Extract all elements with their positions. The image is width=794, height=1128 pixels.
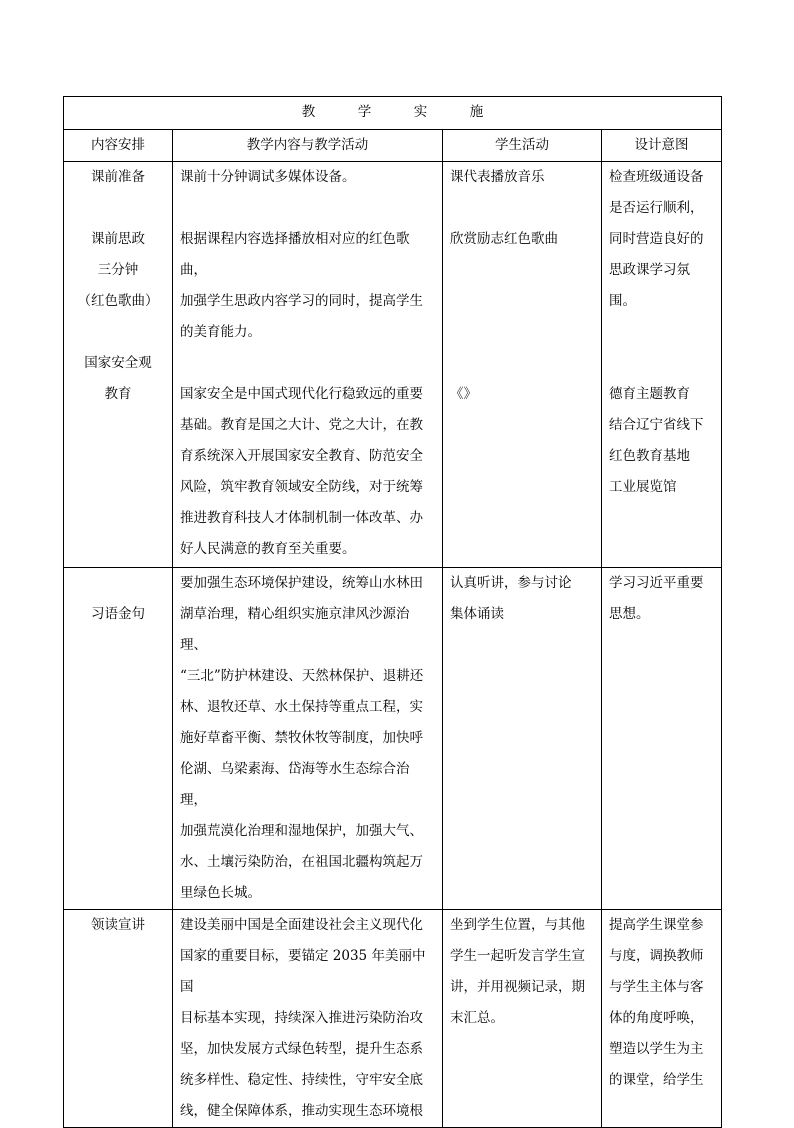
arrangement-sz-line: 课前思政 bbox=[91, 231, 145, 247]
student-line: 认真听讲，参与讨论 bbox=[450, 575, 572, 591]
intent-line: 思想。 bbox=[609, 606, 650, 622]
arrangement-quotes: 习语金句 bbox=[91, 606, 145, 622]
content-line: 根据课程内容选择播放相对应的红色歌曲， bbox=[180, 231, 410, 278]
content-line: 林、退牧还草、水土保持等重点工程，实 bbox=[180, 699, 423, 715]
student-line: 末汇总。 bbox=[450, 1010, 504, 1026]
content-line: 推进教育科技人才体制机制一体改革、办 bbox=[180, 510, 423, 526]
content-line: 湖草治理，精心组织实施京津风沙源治理、 bbox=[180, 606, 410, 653]
arrangement-ns-line: 教育 bbox=[104, 386, 132, 402]
row1-student-cell bbox=[443, 162, 602, 568]
lesson-plan-sheet bbox=[63, 96, 721, 1128]
content-prep: 课前十分钟调试多媒体设备。 bbox=[180, 169, 356, 185]
content-line: 目标基本实现，持续深入推进污染防治攻 bbox=[180, 1010, 423, 1026]
content-line: 国家的重要目标，要锚定 2035 年美丽中国 bbox=[180, 948, 426, 995]
content-line: 要加强生态环境保护建设，统筹山水林田 bbox=[180, 575, 423, 591]
intent-line: 结合辽宁省线下 bbox=[609, 417, 704, 433]
arrangement-sz-line: （红色歌曲） bbox=[77, 293, 159, 309]
student-line: 坐到学生位置，与其他 bbox=[450, 917, 585, 933]
teaching-implementation-table bbox=[63, 96, 722, 1128]
content-line: 建设美丽中国是全面建设社会主义现代化 bbox=[180, 917, 423, 933]
student-line: 集体诵读 bbox=[450, 606, 504, 622]
content-line: 里绿色长城。 bbox=[180, 885, 261, 901]
student-sz: 欣赏励志红色歌曲 bbox=[450, 231, 558, 247]
content-line: 的美育能力。 bbox=[180, 324, 261, 340]
content-line: 施好草畜平衡、禁牧休牧等制度，加快呼 bbox=[180, 730, 423, 746]
intent-line: 工业展览馆 bbox=[609, 479, 677, 495]
row2-content-cell bbox=[173, 568, 443, 910]
intent-line: 德育主题教育 bbox=[609, 386, 690, 402]
content-line: 加强学生思政内容学习的同时，提高学生 bbox=[180, 293, 423, 309]
arrangement-sz-line: 三分钟 bbox=[97, 262, 139, 278]
content-line: 风险，筑牢教育领域安全防线，对于统筹 bbox=[180, 479, 423, 495]
table-row bbox=[64, 568, 722, 910]
table-title bbox=[64, 97, 722, 130]
row1-content-cell bbox=[173, 162, 443, 568]
header-teaching-content: 教学内容与教学活动 bbox=[173, 130, 443, 162]
table-row bbox=[64, 910, 722, 1128]
content-line: 加强荒漠化治理和湿地保护，加强大气、 bbox=[180, 823, 423, 839]
content-line: 基础。教育是国之大计、党之大计，在教 bbox=[180, 417, 423, 433]
intent-line: 塑造以学生为主 bbox=[609, 1041, 704, 1057]
content-line: 伦湖、乌梁素海、岱海等水生态综合治理， bbox=[180, 761, 410, 808]
student-ns: 《》 bbox=[450, 386, 477, 402]
row2-student-cell bbox=[443, 568, 602, 910]
student-prep: 课代表播放音乐 bbox=[450, 169, 545, 185]
student-line: 学生一起听发言学生宣 bbox=[450, 948, 585, 964]
content-line: “三北”防护林建设、天然林保护、退耕还 bbox=[180, 668, 424, 684]
row3-arrangement-cell bbox=[64, 910, 173, 1128]
content-line: 好人民满意的教育至关重要。 bbox=[180, 541, 356, 557]
intent-line: 学习习近平重要 bbox=[609, 575, 704, 591]
row3-student-cell bbox=[443, 910, 602, 1128]
title-char: 教 bbox=[301, 104, 316, 120]
arrangement-ns-line: 国家安全观 bbox=[84, 355, 152, 371]
title-char: 学 bbox=[357, 104, 372, 120]
title-char: 实 bbox=[413, 104, 428, 120]
row2-arrangement-cell bbox=[64, 568, 173, 910]
intent-line: 红色教育基地 bbox=[609, 448, 690, 464]
row2-intent-cell bbox=[602, 568, 722, 910]
intent-line: 的课堂，给学生 bbox=[609, 1072, 704, 1088]
intent-line: 提高学生课堂参 bbox=[609, 917, 704, 933]
intent-line: 体的角度呼唤， bbox=[609, 1010, 704, 1026]
content-line: 水、土壤污染防治，在祖国北疆构筑起万 bbox=[180, 854, 423, 870]
intent-line: 是否运行顺利， bbox=[609, 200, 704, 216]
content-line: 线，健全保障体系，推动实现生态环境根 bbox=[180, 1103, 423, 1119]
row3-content-cell bbox=[173, 910, 443, 1128]
table-row bbox=[64, 162, 722, 568]
header-student-activity: 学生活动 bbox=[443, 130, 602, 162]
arrangement-prep: 课前准备 bbox=[91, 169, 145, 185]
header-row bbox=[64, 130, 722, 162]
content-line: 统多样性、稳定性、持续性，守牢安全底 bbox=[180, 1072, 423, 1088]
content-line: 国家安全是中国式现代化行稳致远的重要 bbox=[180, 386, 423, 402]
row1-arrangement-cell bbox=[64, 162, 173, 568]
student-line: 讲，并用视频记录，期 bbox=[450, 979, 585, 995]
intent-line: 检查班级通设备 bbox=[609, 169, 704, 185]
row1-intent-cell bbox=[602, 162, 722, 568]
intent-line: 思政课学习氛围。 bbox=[609, 262, 690, 309]
title-char: 施 bbox=[469, 104, 484, 120]
intent-line: 同时营造良好的 bbox=[609, 231, 704, 247]
header-design-intent: 设计意图 bbox=[602, 130, 722, 162]
content-line: 育系统深入开展国家安全教育、防范安全 bbox=[180, 448, 423, 464]
title-row bbox=[64, 97, 722, 130]
content-line: 坚，加快发展方式绿色转型，提升生态系 bbox=[180, 1041, 423, 1057]
header-content-arrangement: 内容安排 bbox=[64, 130, 173, 162]
intent-line: 与度，调换教师 bbox=[609, 948, 704, 964]
arrangement-lead-reading: 领读宣讲 bbox=[91, 917, 145, 933]
row3-intent-cell bbox=[602, 910, 722, 1128]
intent-line: 与学生主体与客 bbox=[609, 979, 704, 995]
